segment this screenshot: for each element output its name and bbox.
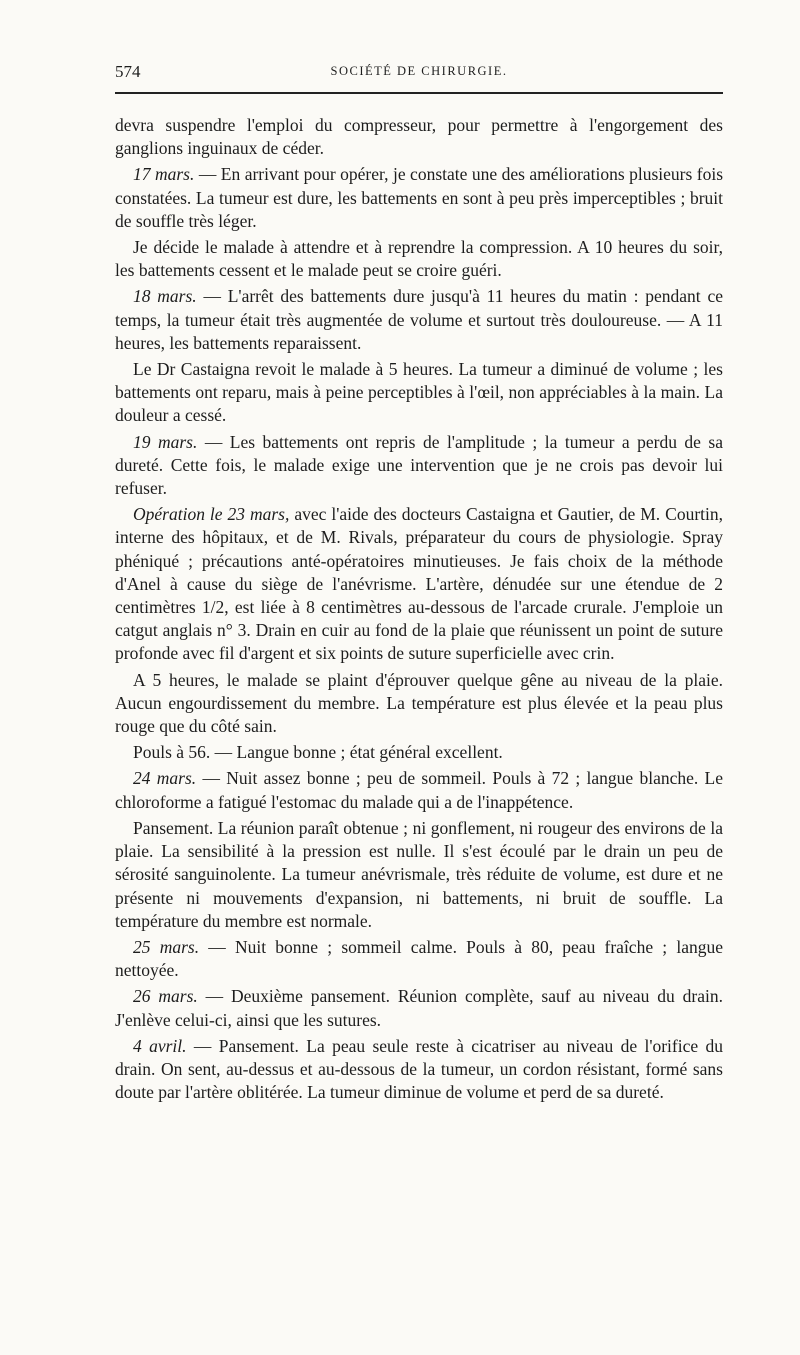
date-lead: 17 mars.: [133, 164, 195, 185]
paragraph-text: — Pansement. La peau seule reste à cicatriser au niveau de l'orifice du drain. On sent, au-dessus et au-dessous de la tumeur, un cordon résistant, formé sans doute par l'artère oblitérée. La tumeur diminue de volume et perd de sa dureté.: [115, 1035, 723, 1103]
paragraph-text: — En arrivant pour opérer, je constate une des améliorations plusieurs fois constatées. La tumeur est dure, les battements en sont à peu près imperceptibles ; bruit de souffle très léger.: [115, 164, 724, 231]
paragraph: [115, 741, 723, 764]
paragraph-text: avec l'aide des docteurs Castaigna et Gautier, de M. Courtin, interne des hôpitaux, et de M. Rivals, préparateur du cours de physiologie. Spray phéniqué ; précautions anté-opératoires minutieuses. Je fais choix de la méthode d'Anel à cause du siège de l'anévrisme. L'artère, dénudée sur une étendue de 2 centimètres 1/2, est liée à 8 centimètres au-dessous de l'arcade crurale. J'emploie un catgut anglais n° 3. Drain en cuir au fond de la plaie que réunissent un point de suture profonde avec fil d'argent et six points de suture superficielle avec crin.: [115, 504, 724, 664]
paragraph: [115, 1035, 723, 1105]
paragraph: [115, 767, 723, 813]
paragraph: [115, 669, 723, 739]
paragraph-text: Je décide le malade à attendre et à reprendre la compression. A 10 heures du soir, les battements cessent et le malade peut se croire guéri.: [115, 237, 723, 281]
date-lead: Opération le 23 mars,: [133, 504, 290, 525]
paragraph-text: — L'arrêt des battements dure jusqu'à 11 heures du matin : pendant ce temps, la tumeur était très augmentée de volume et surtout très douloureuse. — A 11 heures, les battements reparaissent.: [115, 286, 723, 353]
header-rule: [115, 92, 723, 94]
paragraph-text: Pouls à 56. — Langue bonne ; état général excellent.: [133, 742, 503, 763]
paragraph: [115, 503, 723, 665]
paragraph-text: — Nuit bonne ; sommeil calme. Pouls à 80, peau fraîche ; langue nettoyée.: [115, 936, 723, 981]
date-lead: 4 avril.: [133, 1035, 187, 1056]
journal-title: SOCIÉTÉ DE CHIRURGIE.: [330, 64, 508, 78]
paragraph-text: devra suspendre l'emploi du compresseur, pour permettre à l'engorgement des ganglions inguinaux de céder.: [115, 115, 723, 159]
paragraph-text: Le Dr Castaigna revoit le malade à 5 heures. La tumeur a diminué de volume ; les battements ont reparu, mais à peine perceptibles à l'œil, non appréciables à la main. La douleur a cessé.: [115, 359, 723, 426]
date-lead: 24 mars.: [133, 768, 197, 789]
document-page: [115, 60, 723, 1107]
paragraph: [115, 431, 723, 501]
paragraph: [115, 985, 723, 1031]
date-lead: 18 mars.: [133, 286, 197, 307]
paragraph-text: — Les battements ont repris de l'amplitude ; la tumeur a perdu de sa dureté. Cette fois, le malade exige une intervention que je ne crois pas devoir lui refuser.: [115, 431, 723, 499]
paragraph: [115, 936, 723, 982]
paragraph-text: Pansement. La réunion paraît obtenue ; ni gonflement, ni rougeur des environs de la plaie. La sensibilité à la pression est nulle. Il s'est écoulé par le drain un peu de sérosité sanguinolente. La tumeur anévrismale, très réduite de volume, est dure et ne présente ni mouvements d'expansion, ni battements, ni bruit de souffle. La température du membre est normale.: [115, 817, 723, 931]
paragraph: [115, 358, 723, 428]
date-lead: 26 mars.: [133, 986, 198, 1007]
date-lead: 19 mars.: [133, 431, 198, 452]
paragraph: [115, 236, 723, 282]
running-head: [115, 60, 723, 86]
paragraph: [115, 285, 723, 355]
paragraph-text: — Deuxième pansement. Réunion complète, sauf au niveau du drain. J'enlève celui-ci, ainsi que les sutures.: [115, 986, 723, 1030]
paragraph-text: A 5 heures, le malade se plaint d'éprouver quelque gêne au niveau de la plaie. Aucun engourdissement du membre. La température est plus élevée et la peau plus rouge que du côté sain.: [115, 669, 723, 737]
paragraph: [115, 817, 723, 933]
date-lead: 25 mars.: [133, 936, 200, 957]
body-text: [115, 114, 723, 1104]
paragraph: [115, 114, 723, 160]
paragraph-text: — Nuit assez bonne ; peu de sommeil. Pouls à 72 ; langue blanche. Le chloroforme a fatigué l'estomac du malade qui a de l'inappétence.: [115, 768, 723, 812]
page-number: 574: [115, 62, 141, 81]
paragraph: [115, 163, 723, 233]
